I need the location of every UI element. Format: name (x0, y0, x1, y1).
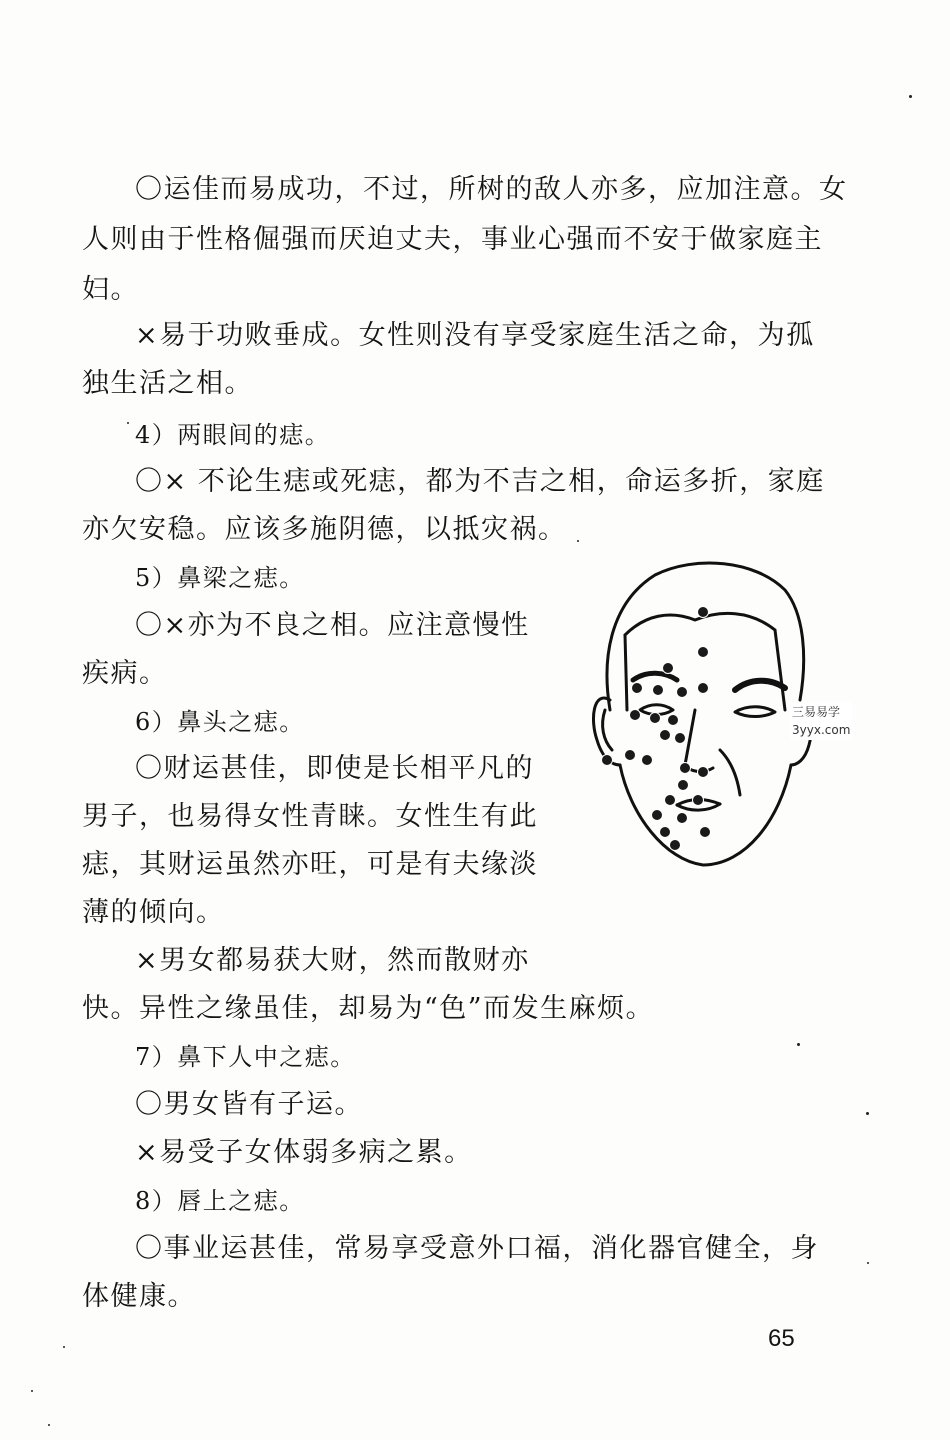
text-line: 男子，也易得女性青睐。女性生有此 (82, 801, 538, 832)
mole-dot (642, 755, 653, 766)
section-heading: 5）鼻梁之痣。 (135, 564, 305, 592)
mole-dot (668, 715, 679, 726)
text-line: 〇财运甚佳，即使是长相平凡的 (135, 753, 534, 784)
text-line: 妇。 (82, 274, 139, 305)
scan-speck (867, 1262, 869, 1264)
mole-dot (665, 795, 676, 806)
scan-speck (909, 95, 912, 98)
mole-dot (700, 827, 711, 838)
mole-dot (677, 687, 688, 698)
mole-dot (602, 755, 613, 766)
text-line: 薄的倾向。 (82, 897, 225, 928)
mole-dot (670, 840, 681, 851)
text-line: 〇事业运甚佳，常易享受意外口福，消化器官健全，身 (135, 1233, 819, 1264)
text-line: ×易受子女体弱多病之累。 (135, 1137, 473, 1168)
mole-dot (678, 780, 689, 791)
mole-dot (698, 683, 709, 694)
mole-markers (602, 607, 711, 851)
mole-dot (650, 713, 661, 724)
mole-dot (675, 733, 686, 744)
mole-dot (663, 663, 674, 674)
section-heading: 8）唇上之痣。 (135, 1187, 305, 1215)
text-line: 体健康。 (82, 1281, 196, 1312)
scan-speck (31, 1390, 33, 1392)
text-line: 〇×亦为不良之相。应注意慢性 (135, 610, 530, 641)
mole-dot (625, 750, 636, 761)
mole-dot (630, 710, 641, 721)
scan-speck (48, 1424, 50, 1426)
section-heading: 4）两眼间的痣。 (135, 421, 331, 449)
mole-dot (677, 813, 688, 824)
text-line: 〇男女皆有子运。 (135, 1089, 363, 1120)
text-line: 独生活之相。 (82, 368, 253, 399)
page-number: 65 (768, 1325, 795, 1352)
site-watermark (790, 702, 852, 740)
mole-dot (660, 730, 671, 741)
mole-dot (698, 607, 709, 618)
section-heading: 6）鼻头之痣。 (135, 708, 305, 736)
section-heading: 7）鼻下人中之痣。 (135, 1043, 356, 1071)
mole-dot (680, 763, 691, 774)
mole-dot (698, 647, 709, 658)
mole-dot (632, 683, 643, 694)
scan-speck (577, 540, 579, 542)
mole-dot (660, 827, 671, 838)
scan-speck (797, 1043, 800, 1046)
text-line: 痣，其财运虽然亦旺，可是有夫缘淡 (82, 849, 538, 880)
face-mole-illustration (585, 560, 820, 890)
text-line: 〇× 不论生痣或死痣，都为不吉之相，命运多折，家庭 (135, 466, 825, 497)
watermark-title: 三易易学 (792, 705, 841, 719)
scan-speck (63, 1346, 65, 1348)
text-line: 〇运佳而易成功，不过，所树的敌人亦多，应加注意。女 (135, 174, 848, 205)
text-line: 人则由于性格倔强而厌迫丈夫，事业心强而不安于做家庭主 (82, 224, 823, 255)
text-line: ×男女都易获大财，然而散财亦 (135, 945, 530, 976)
mole-dot (652, 810, 663, 821)
mole-dot (693, 795, 704, 806)
scan-speck (127, 422, 129, 424)
text-line: 疾病。 (82, 658, 168, 689)
mole-dot (653, 685, 664, 696)
text-line: ×易于功败垂成。女性则没有享受家庭生活之命，为孤 (135, 320, 815, 351)
watermark-url: 3yyx.com (792, 723, 851, 737)
mole-dot (698, 767, 709, 778)
text-line: 亦欠安稳。应该多施阴德，以抵灾祸。 (82, 514, 567, 545)
text-line: 快。异性之缘虽佳，却易为“色”而发生麻烦。 (82, 993, 655, 1024)
scan-speck (866, 1112, 869, 1115)
